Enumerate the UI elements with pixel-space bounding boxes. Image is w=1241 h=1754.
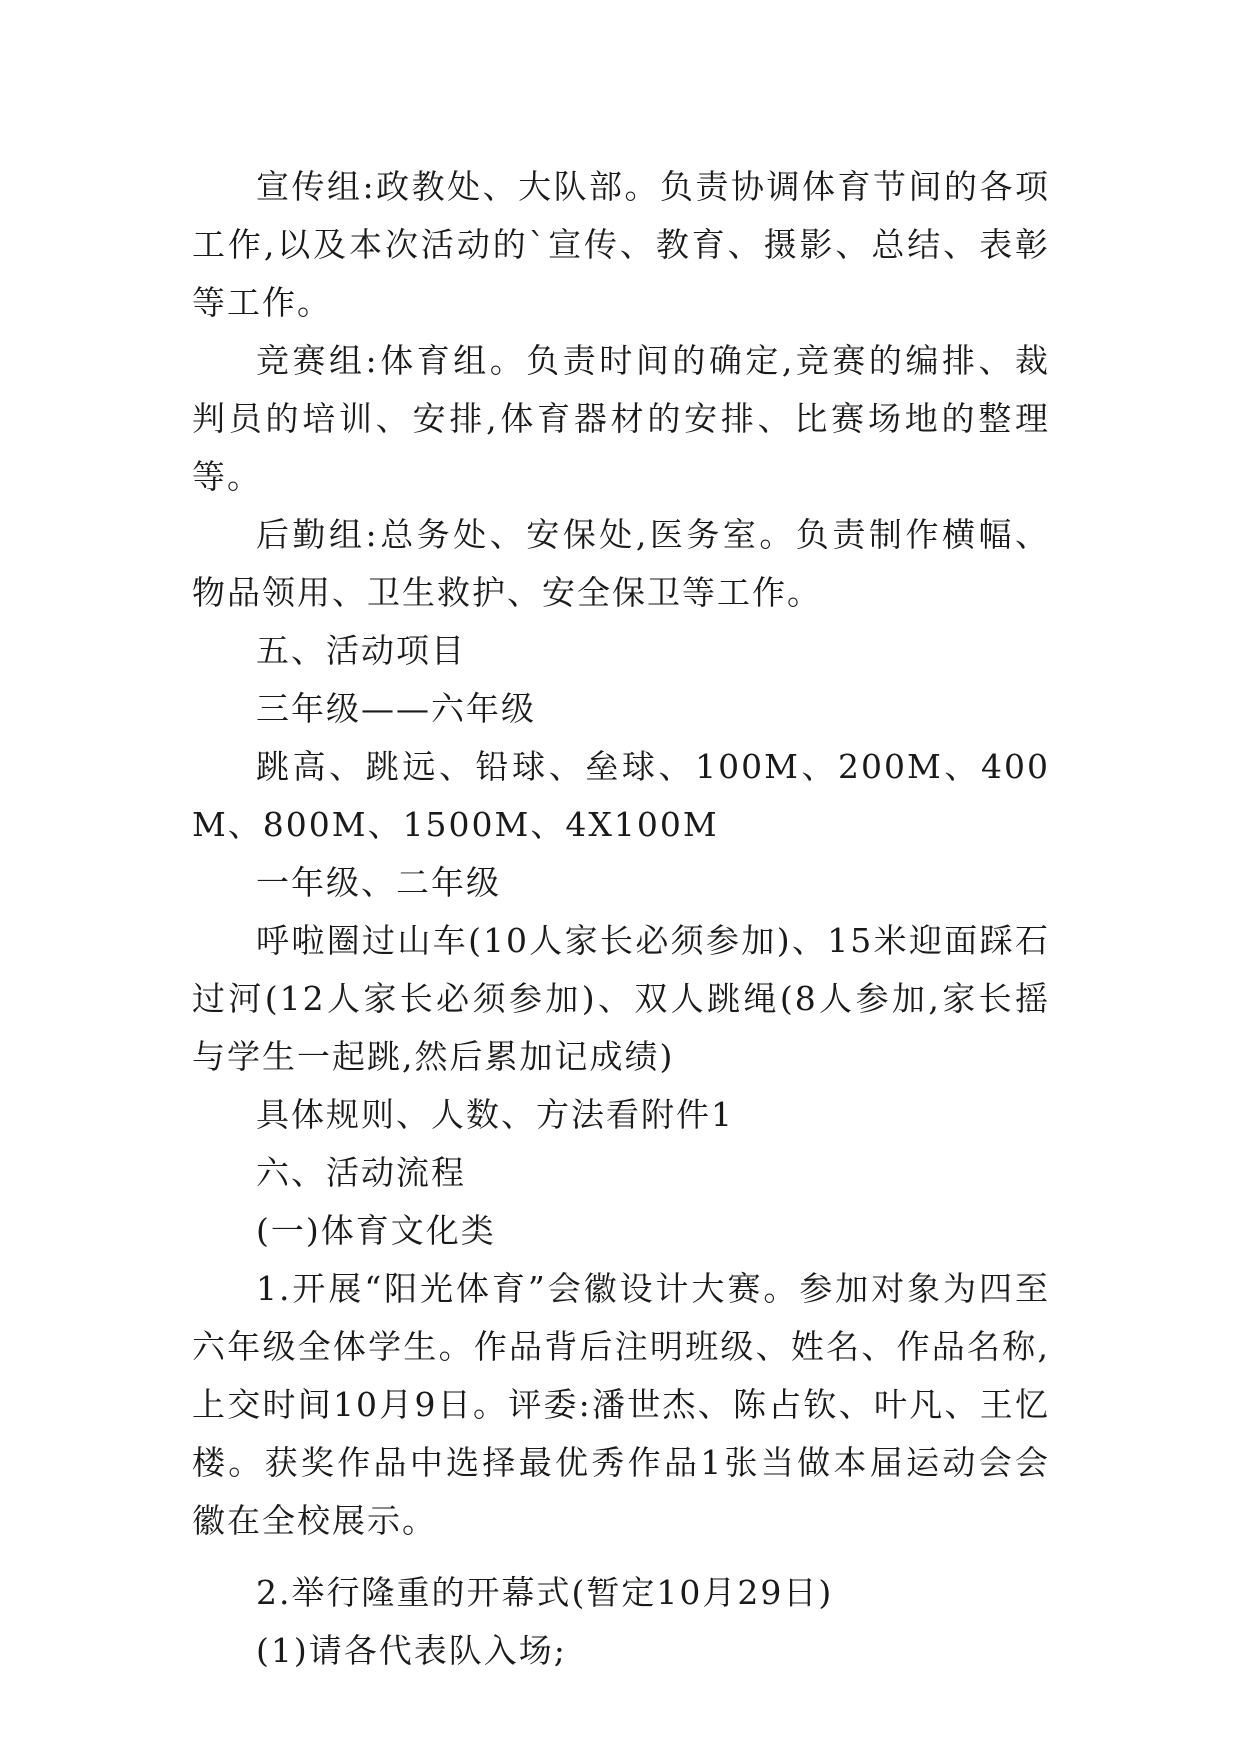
- paragraph-logistics-group: 后勤组:总务处、安保处,医务室。负责制作横幅、物品领用、卫生救护、安全保卫等工作。: [192, 515, 1050, 612]
- paragraph-rules-note: 具体规则、人数、方法看附件1: [256, 1095, 734, 1134]
- paragraph-team-entrance: (1)请各代表队入场;: [256, 1631, 567, 1670]
- paragraph-events-grades-1-2: 呼啦圈过山车(10人家长必须参加)、15米迎面踩石过河(12人家长必须参加)、双人跳绳(8人参加,家长摇与学生一起跳,然后累加记成绩): [192, 921, 1050, 1076]
- section-heading-process: 六、活动流程: [256, 1153, 466, 1192]
- subheading-grades-1-2: 一年级、二年级: [256, 863, 501, 902]
- document-page: [192, 158, 1050, 1680]
- paragraph-logo-contest: 1.开展“阳光体育”会徽设计大赛。参加对象为四至六年级全体学生。作品背后注明班级、姓名、作品名称,上交时间10月9日。评委:潘世杰、陈占钦、叶凡、王忆楼。获奖作品中选择最优秀作品1张当做本届运动会会徽在全校展示。: [192, 1269, 1050, 1540]
- section-heading-events: 五、活动项目: [256, 631, 466, 670]
- paragraph-competition-group: 竞赛组:体育组。负责时间的确定,竞赛的编排、裁判员的培训、安排,体育器材的安排、比赛场地的整理等。: [192, 341, 1050, 496]
- subheading-grades-3-6: 三年级——六年级: [256, 689, 536, 728]
- paragraph-opening-ceremony: 2.举行隆重的开幕式(暂定10月29日): [256, 1573, 834, 1612]
- paragraph-publicity-group: 宣传组:政教处、大队部。负责协调体育节间的各项工作,以及本次活动的`宣传、教育、摄影、总结、表彰等工作。: [192, 167, 1050, 322]
- subheading-sports-culture: (一)体育文化类: [256, 1211, 496, 1250]
- paragraph-events-grades-3-6: 跳高、跳远、铅球、垒球、100M、200M、400M、800M、1500M、4X100M: [192, 747, 1050, 844]
